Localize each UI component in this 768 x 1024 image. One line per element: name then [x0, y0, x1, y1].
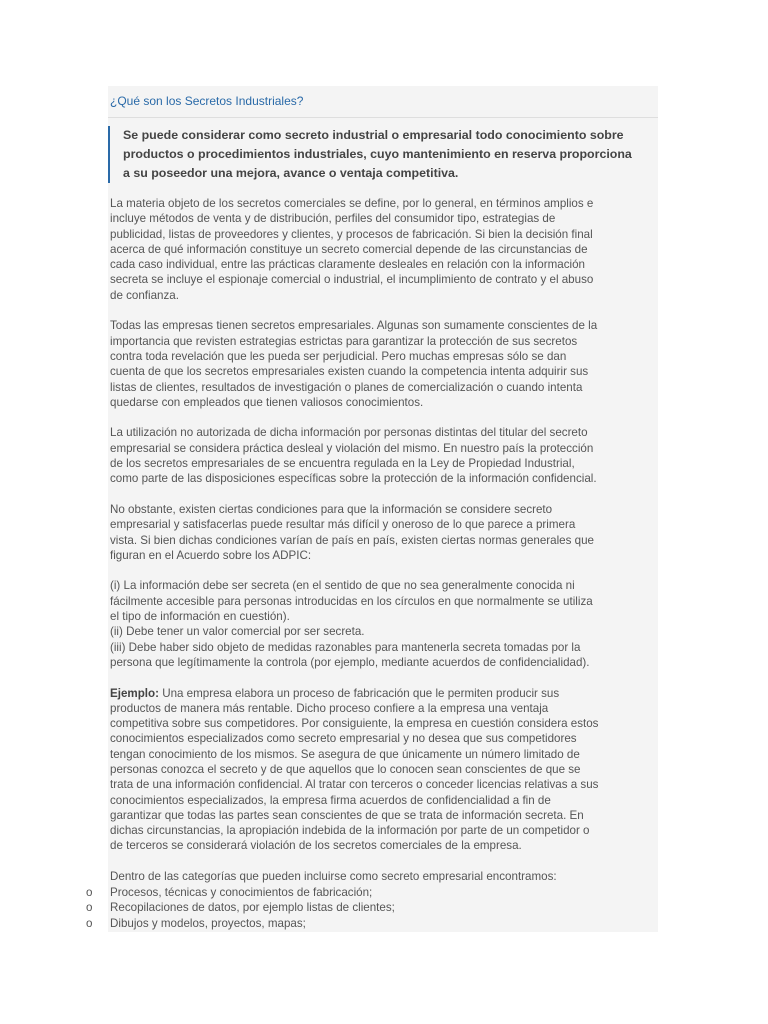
text-line: secreta se incluye el espionaje comercial o industrial, el incumplimiento de contrato y el abuso — [110, 273, 594, 287]
document-page — [108, 86, 658, 932]
text-line: cuenta de que los secretos empresariales existen cuando la competencia intenta adquirir sus — [110, 365, 589, 379]
text-line: empresarial se considera práctica desleal y violación del mismo. En nuestro país la protección — [110, 441, 594, 455]
text-line: garantizar que todas las partes sean conscientes de que se trata de información secreta. En — [110, 808, 584, 822]
quote-line: productos o procedimientos industriales, cuyo mantenimiento en reserva proporciona — [123, 147, 632, 161]
body-paragraph — [110, 318, 658, 410]
list-item-text: Procesos, técnicas y conocimientos de fabricación; — [110, 886, 373, 899]
text-line: (i) La información debe ser secreta (en el sentido de que no sea generalmente conocida ni — [110, 579, 575, 593]
definition-quote — [108, 126, 658, 183]
text-run: Una empresa elabora un proceso de fabricación que le permiten producir sus — [158, 686, 560, 700]
text-line: cada caso individual, entre las prácticas claramente desleales en relación con la información — [110, 258, 585, 272]
text-line: listas de clientes, resultados de investigación o planes de comercialización o cuando intenta — [110, 380, 583, 394]
text-line: dichas circunstancias, la apropiación indebida de la información por parte de un competidor o — [110, 824, 590, 838]
text-line: conocimientos especializados como secreto empresarial y no desea que sus competidores — [110, 732, 577, 746]
bullet-circle-icon: o — [86, 886, 93, 899]
text-line: trata de una información confidencial. Al tratar con terceros o conceder licencias relativas a sus — [110, 778, 599, 792]
list-item-text: Recopilaciones de datos, por ejemplo listas de clientes; — [110, 901, 395, 915]
list-item — [86, 916, 395, 931]
body-paragraph — [110, 425, 658, 486]
text-line: vista. Si bien dichas condiciones varían de país en país, existen ciertas normas generales que — [110, 533, 594, 547]
text-line: (iii) Debe haber sido objeto de medidas razonables para mantenerla secreta tomadas por la — [110, 640, 581, 654]
text-line: incluye métodos de venta y de distribución, perfiles del consumidor tipo, estrategias de — [110, 212, 556, 226]
list-item-text: Dibujos y modelos, proyectos, mapas; — [110, 916, 306, 930]
title-divider — [108, 117, 658, 118]
text-line: productos de manera más rentable. Dicho proceso confiere a la empresa una ventaja — [110, 701, 549, 715]
page-title: ¿Qué son los Secretos Industriales? — [110, 94, 304, 108]
text-line: importancia que revisten estrategias estrictas para garantizar la protección de sus secretos — [110, 334, 578, 348]
text-line: personas conozca el secreto y de que aquellos que lo conocen sean conscientes de que se — [110, 762, 581, 776]
body-paragraph — [110, 196, 658, 303]
body-paragraph — [110, 686, 658, 854]
body-paragraph — [110, 578, 658, 670]
text-line: Dentro de las categorías que pueden incluirse como secreto empresarial encontramos: — [110, 870, 557, 884]
text-line: conocimientos especializados, la empresa firma acuerdos de confidencialidad a fin de — [110, 793, 551, 807]
text-line: La utilización no autorizada de dicha información por personas distintas del titular del secreto — [110, 426, 588, 440]
text-line: Todas las empresas tienen secretos empresariales. Algunas son sumamente conscientes de la — [110, 319, 598, 333]
body-paragraph — [110, 502, 658, 563]
text-line: fácilmente accesible para personas introducidas en los círculos en que normalmente se utiliza — [110, 594, 593, 608]
text-line: quedarse con empleados que tienen valiosos conocimientos. — [110, 395, 424, 409]
text-line: figuran en el Acuerdo sobre los ADPIC: — [110, 548, 312, 562]
text-line: No obstante, existen ciertas condiciones para que la información se considere secreto — [110, 502, 553, 516]
text-line: persona que legítimamente la controla (por ejemplo, mediante acuerdos de confidencialidad). — [110, 655, 590, 669]
text-line: contra toda revelación que les pueda ser perjudicial. Pero muchas empresas sólo se dan — [110, 349, 567, 363]
category-list — [86, 885, 395, 931]
quote-line: a su poseedor una mejora, avance o ventaja competitiva. — [123, 166, 459, 180]
body-paragraph — [110, 869, 658, 884]
bullet-circle-icon: o — [86, 901, 93, 915]
text-line: el tipo de información en cuestión). — [110, 610, 290, 624]
text-line: La materia objeto de los secretos comerciales se define, por lo general, en términos amplios e — [110, 197, 594, 210]
quote-line: Se puede considerar como secreto industrial o empresarial todo conocimiento sobre — [123, 128, 624, 142]
text-line: publicidad, listas de proveedores y clientes, y procesos de fabricación. Si bien la decisión final — [110, 227, 593, 241]
text-line: de terceros se considerará violación de los secretos comerciales de la empresa. — [110, 839, 522, 853]
text-line: (ii) Debe tener un valor comercial por ser secreta. — [110, 625, 365, 639]
text-line: acerca de qué información constituye un secreto comercial depende de las circunstancias de — [110, 242, 588, 256]
body-text — [110, 196, 658, 900]
text-line: tengan conocimiento de los mismos. Se asegura de que únicamente un número limitado de — [110, 747, 580, 761]
bullet-circle-icon: o — [86, 916, 93, 930]
text-line — [110, 686, 658, 701]
text-line: empresarial y satisfacerlas puede resultar más difícil y oneroso de lo que parece a primera — [110, 518, 576, 532]
text-line: de los secretos empresariales de se encuentra regulada en la Ley de Propiedad Industrial, — [110, 457, 575, 471]
text-line: competitiva sobre sus competidores. Por consiguiente, la empresa en cuestión considera estos — [110, 717, 599, 731]
text-line: de confianza. — [110, 288, 179, 302]
example-label: Ejemplo: — [110, 686, 159, 700]
list-item — [86, 885, 395, 900]
text-line: como parte de las disposiciones específicas sobre la protección de la información confidencial. — [110, 472, 597, 486]
list-item — [86, 900, 395, 915]
